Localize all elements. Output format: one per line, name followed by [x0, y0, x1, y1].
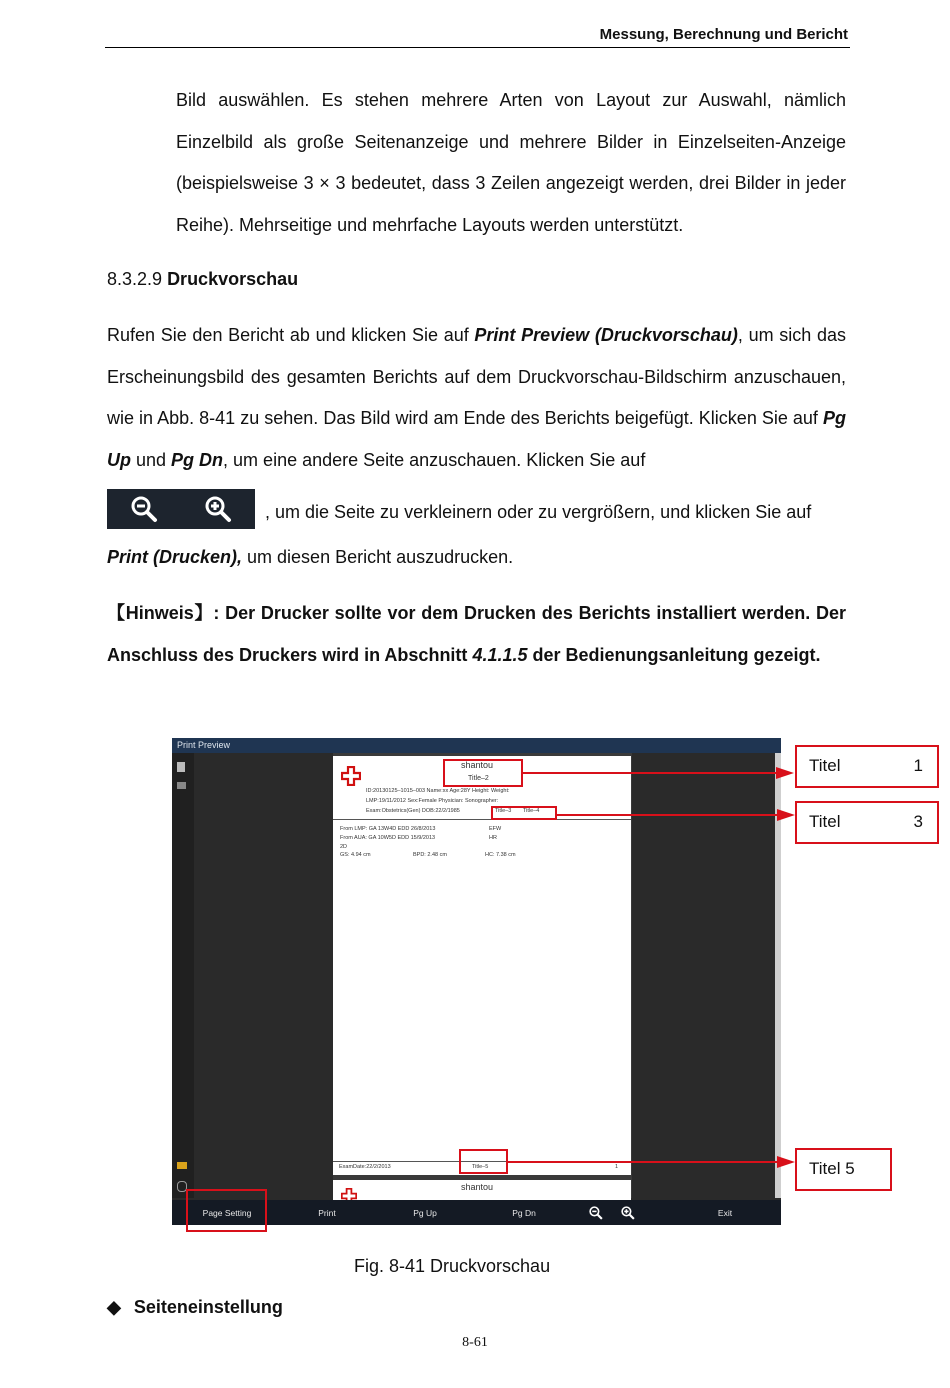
para-text-3: und — [131, 449, 172, 470]
highlight-page-setting — [186, 1189, 267, 1232]
pg-dn-term: Pg Dn — [171, 449, 224, 470]
para-text-6: um diesen Bericht auszudrucken. — [242, 547, 514, 567]
pg-up-button[interactable]: Pg Up — [413, 1208, 437, 1218]
zoom-in-icon — [181, 489, 255, 529]
callout-title-5: Titel 5 — [795, 1148, 892, 1191]
bullet-label: Seiteneinstellung — [133, 1297, 283, 1317]
page-number: 1 — [615, 1164, 619, 1170]
callout-title-3 — [795, 801, 939, 844]
note-paragraph — [107, 593, 846, 676]
header-rule — [105, 47, 850, 48]
diamond-icon: ◆ — [107, 1297, 121, 1317]
note-text-2: der Bedienungsanleitung gezeigt. — [527, 644, 821, 665]
title-2: Title–2 — [468, 775, 489, 782]
exit-button[interactable]: Exit — [717, 1208, 733, 1218]
document-icon — [177, 762, 185, 772]
binoculars-icon — [177, 782, 186, 789]
para-text-2: , um sich das Erscheinungsbild des gesamten Berichts auf dem Druckvorschau-Bildschirm anzuschauen, wie in Abb. 8-41 zu sehen. Das Bild wird am Ende des Berichts beigefügt. Klicken Sie auf — [107, 325, 846, 428]
hospital-name: shantou — [461, 760, 494, 770]
arrow-head-5 — [777, 1156, 795, 1168]
zoom-out-icon — [107, 489, 181, 529]
measure-2: From AUA: GA 10W5D EDD 15/9/2013 — [340, 835, 436, 841]
callout-3-label: Titel — [809, 812, 841, 831]
patient-info-2: LMP:19/11/2012 Sex:Female Physician: Sonographer: — [366, 798, 499, 804]
callout-1-label: Titel — [809, 756, 841, 775]
header-divider — [333, 819, 631, 820]
highlight-title-3-4 — [491, 806, 557, 820]
window-title: Print Preview — [172, 738, 781, 753]
highlight-title-2 — [443, 759, 523, 787]
measure-4b: BPD: 2.48 cm — [413, 852, 447, 858]
print-button[interactable]: Print — [318, 1208, 336, 1218]
zoom-in-icon[interactable] — [620, 1205, 636, 1221]
print-preview-term: Print Preview (Druckvorschau) — [474, 325, 738, 345]
folder-icon — [177, 1162, 187, 1169]
para-text-1: Rufen Sie den Bericht ab und klicken Sie auf — [107, 325, 475, 345]
red-cross-logo — [341, 766, 361, 786]
report-page — [333, 756, 631, 1175]
measure-3: 2D — [340, 844, 348, 850]
measure-4c: HC: 7.38 cm — [485, 852, 516, 858]
pg-up-term: Pg Up — [107, 408, 846, 470]
figure-caption: Fig. 8-41 Druckvorschau — [354, 1256, 551, 1276]
exam-date: ExamDate:22/2/2013 — [339, 1164, 391, 1170]
callout-title-1 — [795, 745, 939, 788]
zoom-text: , um die Seite zu verkleinern oder zu vergrößern, und klicken Sie auf — [265, 502, 812, 522]
bullet-heading — [107, 1297, 283, 1318]
title-3: Title–3 — [495, 808, 512, 814]
title-4: Title–4 — [523, 808, 540, 814]
intro-paragraph: Bild auswählen. Es stehen mehrere Arten von Layout zur Auswahl, nämlich Einzelbild als große Seitenanzeige und mehrere Bilder in Einzelseiten-Anzeige (beispielsweise 3 × 3 bedeutet, dass 3 Zeilen angezeigt werden, drei Bilder in jeder Reihe). Mehrseitige und mehrfache Layouts werden unterstützt. — [176, 90, 846, 235]
arrow-head-3 — [777, 809, 795, 821]
print-term: Print (Drucken), — [107, 547, 243, 567]
section-heading — [107, 269, 298, 290]
highlight-title-5 — [459, 1149, 508, 1174]
left-toolbar — [172, 753, 194, 1198]
section-reference: 4.1.1.5 — [472, 644, 528, 665]
page-setting-button[interactable]: Page Setting — [202, 1208, 252, 1218]
callout-1-number: 1 — [913, 756, 923, 775]
page-number-footer: 8-61 — [462, 1335, 488, 1350]
pg-dn-button[interactable]: Pg Dn — [512, 1208, 536, 1218]
connector-3 — [557, 814, 781, 816]
section-number: 8.3.2.9 — [107, 269, 163, 289]
measure-2-right: HR — [489, 835, 497, 841]
running-header: Messung, Berechnung und Bericht — [599, 26, 848, 43]
note-text-1: 【Hinweis】: Der Drucker sollte vor dem Drucken des Berichts installiert werden. Der Anschluss des Druckers wird in Abschnitt — [107, 603, 846, 665]
patient-info-1: ID:20130125–1015–003 Name:xx Age:28Y Height: Weight: — [366, 788, 510, 794]
arrow-head-1 — [776, 767, 794, 779]
hospital-name-2: shantou — [461, 1182, 494, 1192]
body-paragraph — [107, 315, 846, 481]
para-text-4: , um eine andere Seite anzuschauen. Klicken Sie auf — [223, 449, 646, 470]
zoom-buttons-image — [107, 489, 255, 529]
measure-1: From LMP: GA 13W4D EDD 26/8/2013 — [340, 826, 436, 832]
patient-info-3: Exam:Obstetrics(Gen) DOB:22/2/1985 — [366, 808, 460, 814]
connector-5 — [508, 1161, 781, 1163]
measure-1-right: EFW — [489, 826, 502, 832]
callout-3-number: 3 — [913, 812, 923, 831]
measure-4a: GS: 4.94 cm — [340, 852, 371, 858]
print-line — [107, 547, 513, 568]
zoom-out-icon[interactable] — [588, 1205, 604, 1221]
section-title: Druckvorschau — [167, 269, 299, 289]
connector-1 — [523, 772, 780, 774]
title-5: Title–5 — [472, 1164, 489, 1170]
